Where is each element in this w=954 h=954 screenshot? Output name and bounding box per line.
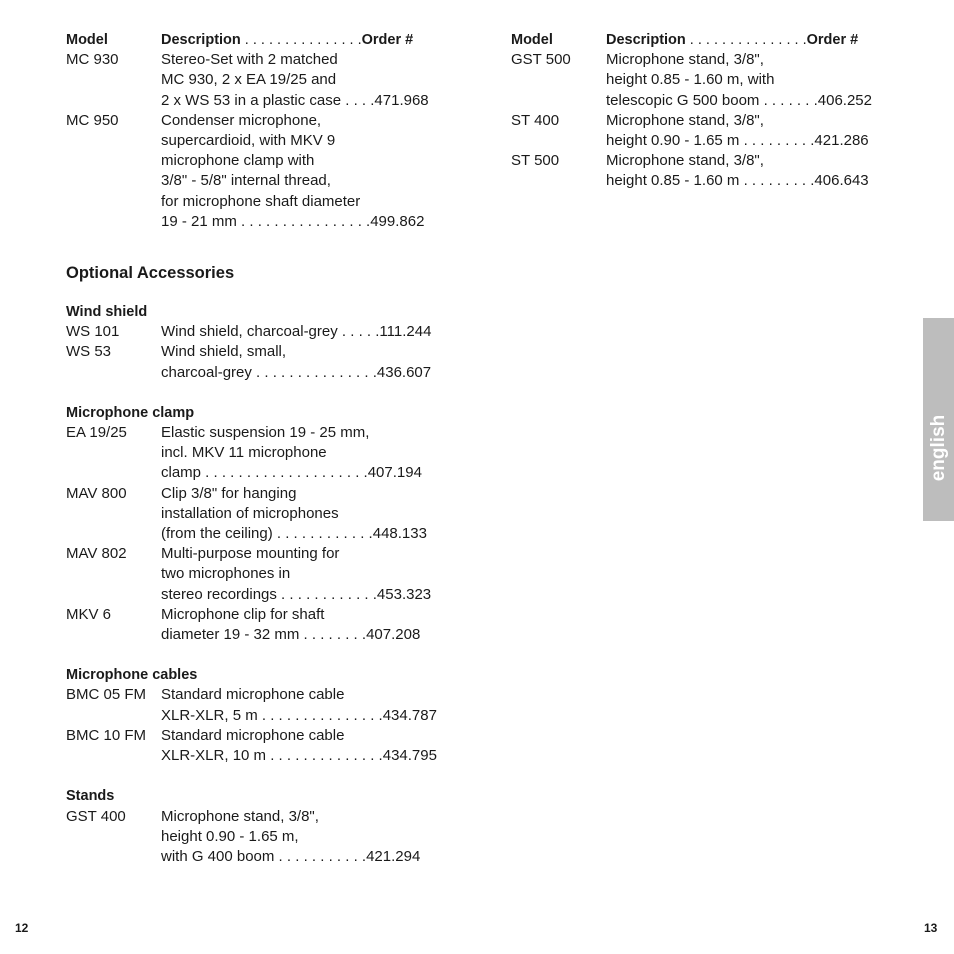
- description-line: Standard microphone cable: [161, 726, 345, 744]
- stand-list: [511, 50, 891, 191]
- group-title: Stands: [66, 788, 115, 805]
- description-line: with G 400 boom . . . . . . . . . . .421.294: [161, 847, 421, 865]
- product-row: [66, 807, 446, 868]
- description-line: 19 - 21 mm . . . . . . . . . . . . . . . .499.862: [161, 212, 425, 230]
- table-header: [511, 30, 891, 50]
- model-code: MC 950: [66, 111, 119, 129]
- model-code: WS 53: [66, 343, 112, 361]
- description: [161, 50, 446, 111]
- description-line: stereo recordings . . . . . . . . . . . .453.323: [161, 585, 432, 603]
- model-code: BMC 05 FM: [66, 686, 147, 704]
- description: [161, 726, 446, 766]
- description-line: height 0.85 - 1.60 m . . . . . . . . .406.643: [606, 172, 869, 190]
- model-code: GST 400: [66, 807, 126, 825]
- description: [606, 50, 891, 111]
- product-row: [66, 342, 446, 382]
- description-line: 2 x WS 53 in a plastic case . . . .471.968: [161, 91, 429, 109]
- product-row: [66, 484, 446, 545]
- description: [161, 111, 446, 232]
- product-row: [511, 111, 891, 151]
- product-row: [511, 151, 891, 191]
- description-line: Wind shield, small,: [161, 343, 287, 361]
- product-row: [66, 423, 446, 484]
- description-line: XLR-XLR, 5 m . . . . . . . . . . . . . . .434.787: [161, 706, 437, 724]
- description-line: Multi-purpose mounting for: [161, 545, 340, 563]
- header-description: Description: [606, 32, 686, 48]
- page-number-right: 13: [924, 921, 938, 935]
- description-line: Wind shield, charcoal-grey . . . . .111.244: [161, 323, 432, 341]
- language-tab-label: english: [927, 414, 949, 481]
- product-row: [66, 605, 446, 645]
- group-title: Microphone cables: [66, 667, 198, 684]
- model-code: GST 500: [511, 51, 571, 69]
- description-line: incl. MKV 11 microphone: [161, 444, 327, 462]
- accessory-group: [66, 302, 446, 383]
- description-line: installation of microphones: [161, 504, 339, 522]
- description: [161, 342, 446, 382]
- description-line: charcoal-grey . . . . . . . . . . . . . . .436.607: [161, 363, 432, 381]
- model-code: BMC 10 FM: [66, 726, 147, 744]
- product-row: [66, 111, 446, 232]
- description-line: Microphone stand, 3/8",: [161, 807, 319, 825]
- model-code: ST 500: [511, 152, 560, 170]
- header-dots: . . . . . . . . . . . . . . .: [240, 32, 362, 48]
- description: [161, 322, 446, 342]
- description-line: height 0.90 - 1.65 m . . . . . . . . .421.286: [606, 132, 869, 150]
- section-title: Optional Accessories: [66, 264, 235, 283]
- description-line: Microphone stand, 3/8",: [606, 111, 764, 129]
- description: [161, 544, 446, 605]
- model-code: MAV 802: [66, 545, 127, 563]
- description-line: Microphone clip for shaft: [161, 605, 325, 623]
- model-code: MAV 800: [66, 484, 127, 502]
- header-order: Order #: [806, 32, 859, 48]
- description: [161, 807, 446, 868]
- description-line: 3/8" - 5/8" internal thread,: [161, 172, 331, 190]
- description: [161, 605, 446, 645]
- product-row: [66, 685, 446, 725]
- header-model: Model: [511, 32, 553, 48]
- description-line: (from the ceiling) . . . . . . . . . . . .448.133: [161, 525, 427, 543]
- header-dots: . . . . . . . . . . . . . . .: [685, 32, 807, 48]
- description-line: two microphones in: [161, 565, 291, 583]
- description-line: height 0.85 - 1.60 m, with: [606, 71, 775, 89]
- description: [606, 151, 891, 191]
- header-order: Order #: [361, 32, 414, 48]
- description-line: Elastic suspension 19 - 25 mm,: [161, 424, 370, 442]
- model-code: MKV 6: [66, 605, 112, 623]
- product-row: [511, 50, 891, 111]
- model-code: EA 19/25: [66, 424, 127, 442]
- description-line: for microphone shaft diameter: [161, 192, 361, 210]
- group-title: Microphone clamp: [66, 404, 195, 421]
- description: [161, 423, 446, 484]
- table-header: [66, 30, 446, 50]
- product-row: [66, 322, 446, 342]
- model-code: WS 101: [66, 323, 120, 341]
- description-line: Standard microphone cable: [161, 686, 345, 704]
- description-line: Stereo-Set with 2 matched: [161, 51, 338, 69]
- accessory-group: [66, 403, 446, 645]
- header-description: Description: [161, 32, 241, 48]
- description-line: XLR-XLR, 10 m . . . . . . . . . . . . . .434.795: [161, 747, 437, 765]
- description-line: clamp . . . . . . . . . . . . . . . . . . . .407.194: [161, 464, 422, 482]
- model-code: ST 400: [511, 111, 560, 129]
- accessory-group: [66, 786, 446, 867]
- product-row: [66, 50, 446, 111]
- description-line: microphone clamp with: [161, 152, 315, 170]
- right-column: [511, 30, 891, 192]
- description-line: MC 930, 2 x EA 19/25 and: [161, 71, 337, 89]
- language-tab: [923, 318, 954, 521]
- left-column: [66, 30, 446, 867]
- header-model: Model: [66, 32, 108, 48]
- description-line: height 0.90 - 1.65 m,: [161, 827, 299, 845]
- description-line: supercardioid, with MKV 9: [161, 132, 336, 150]
- product-list: [66, 50, 446, 232]
- accessory-group: [66, 665, 446, 766]
- accessory-groups: [66, 302, 446, 867]
- description-line: diameter 19 - 32 mm . . . . . . . .407.208: [161, 626, 421, 644]
- description-line: Condenser microphone,: [161, 111, 322, 129]
- description-line: telescopic G 500 boom . . . . . . .406.252: [606, 91, 872, 109]
- page-number-left: 12: [15, 921, 29, 935]
- description: [161, 484, 446, 545]
- product-row: [66, 544, 446, 605]
- product-row: [66, 726, 446, 766]
- model-code: MC 930: [66, 51, 119, 69]
- description-line: Clip 3/8" for hanging: [161, 484, 297, 502]
- group-title: Wind shield: [66, 304, 148, 321]
- description-line: Microphone stand, 3/8",: [606, 51, 764, 69]
- description: [161, 685, 446, 725]
- description-line: Microphone stand, 3/8",: [606, 152, 764, 170]
- description: [606, 111, 891, 151]
